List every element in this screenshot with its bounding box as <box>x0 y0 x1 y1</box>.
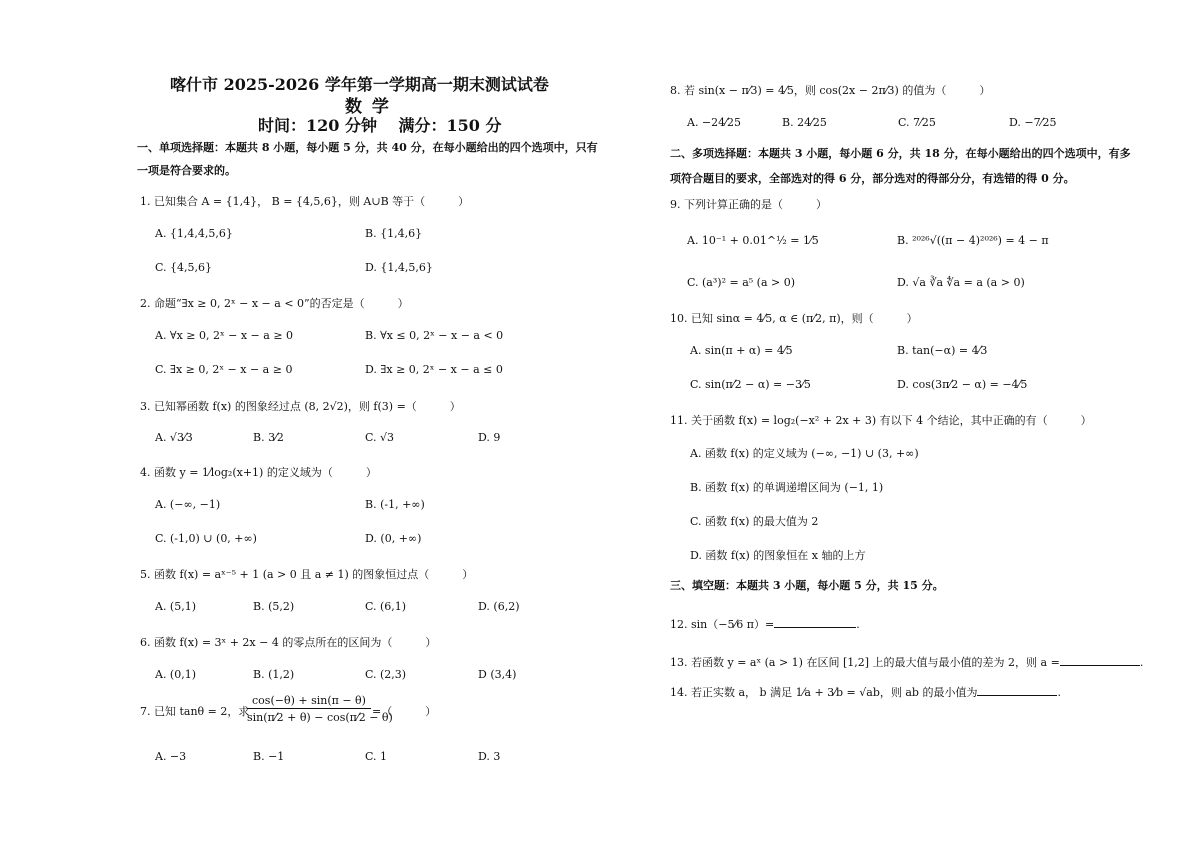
q11-stem: 11. 关于函数 f(x) = log₂(−x² + 2x + 3) 有以下 4 个结论，其中正确的有（ ） <box>670 414 1092 427</box>
q7-option-c: C. 1 <box>365 750 388 763</box>
q8-option-c: C. 7⁄25 <box>898 116 936 129</box>
subject-title: 数 学 <box>345 97 391 117</box>
q6-option-d: D (3,4) <box>478 668 517 681</box>
exam-title: 喀什市 2025-2026 学年第一学期高一期末测试试卷 <box>170 75 549 94</box>
q13-answer-blank <box>1060 653 1140 666</box>
q3-option-b: B. 3⁄2 <box>253 431 284 444</box>
q12-answer-blank <box>774 615 856 628</box>
q13-end: . <box>1139 656 1144 669</box>
q9-option-d: D. √a ∛a ∜a = a (a > 0) <box>897 276 1025 289</box>
q6-stem: 6. 函数 f(x) = 3ˣ + 2x − 4 的零点所在的区间为（ ） <box>140 636 437 649</box>
q2-option-b: B. ∀x ≤ 0, 2ˣ − x − a < 0 <box>365 329 504 342</box>
q7-stem-end: =（ ） <box>372 705 437 718</box>
q1-stem: 1. 已知集合 A = {1,4}， B = {4,5,6}，则 A∪B 等于（ ） <box>140 195 470 208</box>
q10-stem: 10. 已知 sinα = 4⁄5, α ∈ (π⁄2, π)，则（ ） <box>670 312 918 325</box>
q9-option-a: A. 10⁻¹ + 0.01^½ = 1⁄5 <box>687 234 819 247</box>
q7-fraction <box>247 694 393 724</box>
time-score: 时间：120 分钟 满分：150 分 <box>258 116 502 135</box>
q8-option-a: A. −24⁄25 <box>687 116 741 129</box>
q13-stem: 13. 若函数 y = aˣ (a > 1) 在区间 [1,2] 上的最大值与最小值的差为 2，则 a = <box>670 656 1060 669</box>
q6-option-c: C. (2,3) <box>365 668 407 681</box>
q2-option-d: D. ∃x ≥ 0, 2ˣ − x − a ≤ 0 <box>365 363 503 376</box>
q11-option-c: C. 函数 f(x) 的最大值为 2 <box>690 515 819 528</box>
q5-option-b: B. (5,2) <box>253 600 295 613</box>
q4-option-c: C. (-1,0) ∪ (0, +∞) <box>155 532 257 545</box>
q9-stem: 9. 下列计算正确的是（ ） <box>670 198 827 211</box>
q4-stem: 4. 函数 y = 1⁄log₂(x+1) 的定义域为（ ） <box>140 466 377 479</box>
q7-option-b: B. −1 <box>253 750 285 763</box>
q2-option-a: A. ∀x ≥ 0, 2ˣ − x − a ≥ 0 <box>155 329 294 342</box>
q5-option-a: A. (5,1) <box>155 600 197 613</box>
q8-option-d: D. −7⁄25 <box>1009 116 1057 129</box>
q12-stem: 12. sin（−5⁄6 π）= <box>670 618 775 631</box>
q6-option-a: A. (0,1) <box>155 668 197 681</box>
section2-heading: 二、多项选择题：本题共 3 小题，每小题 6 分，共 18 分，在每小题给出的四个选项中，有多 <box>670 147 1131 160</box>
q14-row <box>670 683 1061 700</box>
q7-option-d: D. 3 <box>478 750 501 763</box>
q4-option-a: A. (−∞, −1) <box>155 498 221 511</box>
q13-row <box>670 653 1143 670</box>
q3-option-d: D. 9 <box>478 431 501 444</box>
section1-heading-cont: 一项是符合要求的。 <box>137 164 236 177</box>
q6-option-b: B. (1,2) <box>253 668 295 681</box>
q8-stem: 8. 若 sin(x − π⁄3) = 4⁄5，则 cos(2x − 2π⁄3) 的值为（ ） <box>670 84 991 97</box>
section1-heading: 一、单项选择题：本题共 8 小题，每小题 5 分，共 40 分，在每小题给出的四个选项中，只有 <box>137 141 598 154</box>
q8-option-b: B. 24⁄25 <box>782 116 827 129</box>
q7-option-a: A. −3 <box>155 750 187 763</box>
q12-row <box>670 615 860 632</box>
q11-option-d: D. 函数 f(x) 的图象恒在 x 轴的上方 <box>690 549 866 562</box>
q3-stem: 3. 已知幂函数 f(x) 的图象经过点 (8, 2√2)，则 f(3) =（ ） <box>140 400 461 413</box>
q4-option-b: B. (-1, +∞) <box>365 498 425 511</box>
q5-option-d: D. (6,2) <box>478 600 520 613</box>
q9-option-b: B. ²⁰²⁶√((π − 4)²⁰²⁶) = 4 − π <box>897 234 1049 247</box>
q4-option-d: D. (0, +∞) <box>365 532 422 545</box>
q11-option-b: B. 函数 f(x) 的单调递增区间为 (−1, 1) <box>690 481 884 494</box>
q2-option-c: C. ∃x ≥ 0, 2ˣ − x − a ≥ 0 <box>155 363 293 376</box>
q9-option-c: C. (a³)² = a⁵ (a > 0) <box>687 276 796 289</box>
q1-option-b: B. {1,4,6} <box>365 227 423 240</box>
q14-answer-blank <box>977 683 1057 696</box>
q10-option-a: A. sin(π + α) = 4⁄5 <box>690 344 793 357</box>
q12-end: . <box>856 618 860 631</box>
q3-option-a: A. √3⁄3 <box>155 431 193 444</box>
q10-option-c: C. sin(π⁄2 − α) = −3⁄5 <box>690 378 811 391</box>
q14-end: . <box>1057 686 1061 699</box>
q5-stem: 5. 函数 f(x) = aˣ⁻⁵ + 1 (a > 0 且 a ≠ 1) 的图象恒过点（ ） <box>140 568 474 581</box>
section3-heading: 三、填空题：本题共 3 小题，每小题 5 分，共 15 分。 <box>670 579 944 592</box>
q7-numerator: cos(−θ) + sin(π − θ) <box>247 694 371 709</box>
section2-heading-cont: 项符合题目的要求，全部选对的得 6 分，部分选对的得部分分，有选错的得 0 分。 <box>670 172 1075 185</box>
q11-option-a: A. 函数 f(x) 的定义域为 (−∞, −1) ∪ (3, +∞) <box>690 447 919 460</box>
q7-denominator: sin(π⁄2 + θ) − cos(π⁄2 − θ) <box>247 711 393 724</box>
q10-option-b: B. tan(−α) = 4⁄3 <box>897 344 988 357</box>
q3-option-c: C. √3 <box>365 431 395 444</box>
q1-option-c: C. {4,5,6} <box>155 261 213 274</box>
q10-option-d: D. cos(3π⁄2 − α) = −4⁄5 <box>897 378 1028 391</box>
q2-stem: 2. 命题“∃x ≥ 0, 2ˣ − x − a < 0”的否定是（ ） <box>140 297 409 310</box>
q7-stem: 7. 已知 tanθ = 2，求 <box>140 705 250 718</box>
q14-stem: 14. 若正实数 a， b 满足 1⁄a + 3⁄b = √ab，则 ab 的最小值为 <box>670 686 978 699</box>
q1-option-a: A. {1,4,4,5,6} <box>155 227 233 240</box>
q1-option-d: D. {1,4,5,6} <box>365 261 433 274</box>
q5-option-c: C. (6,1) <box>365 600 407 613</box>
